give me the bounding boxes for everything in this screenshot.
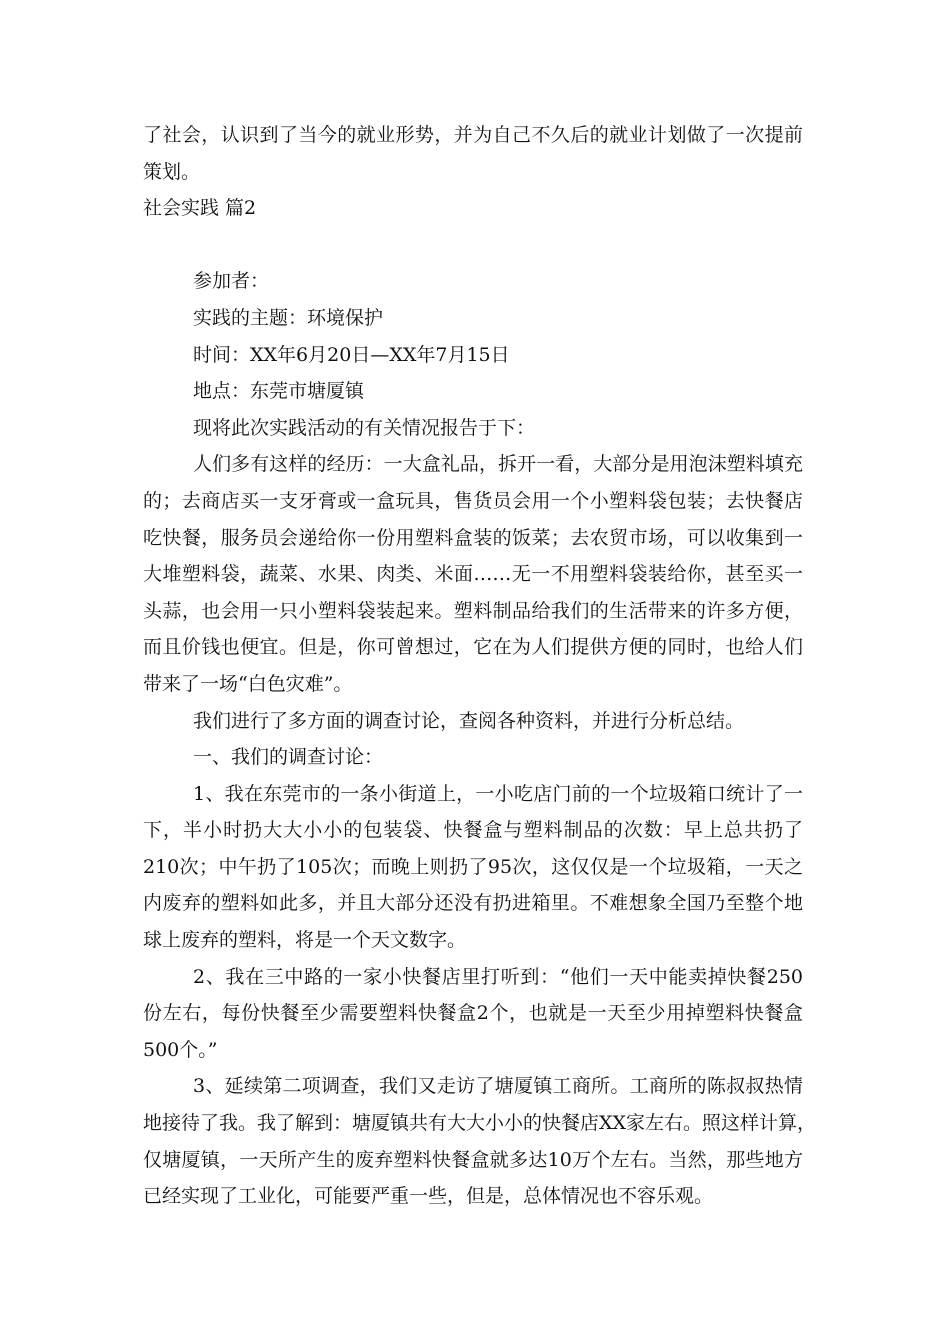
paragraph-line: 带来了一场“白色灾难”。 (143, 672, 353, 695)
time-line: 时间：XX年6月20日—XX年7月15日 (193, 343, 510, 366)
paragraph-line: 吃快餐，服务员会递给你一份用塑料盒装的饭菜；去农贸市场，可以收集到一 (143, 526, 803, 549)
paragraph-line: 地接待了我。我了解到：塘厦镇共有大大小小的快餐店XX家左右。照这样计算， (143, 1112, 817, 1135)
theme-line: 实践的主题：环境保护 (193, 306, 384, 329)
paragraph-line: 已经实现了工业化，可能要严重一些，但是，总体情况也不容乐观。 (143, 1185, 714, 1208)
intro-line: 策划。 (143, 160, 201, 183)
participants-line: 参加者： (193, 270, 270, 293)
intro-line: 了社会，认识到了当今的就业形势，并为自己不久后的就业计划做了一次提前 (143, 124, 803, 146)
document-body (143, 117, 817, 1215)
subheading: 一、我们的调查讨论： (193, 746, 384, 769)
paragraph-line: 500个。” (143, 1038, 218, 1061)
section-title: 社会实践 篇2 (143, 197, 257, 220)
paragraph-line: 2、我在三中路的一家小快餐店里打听到：“他们一天中能卖掉快餐250 (193, 965, 803, 988)
paragraph-line: 的；去商店买一支牙膏或一盒玩具，售货员会用一个小塑料袋包装；去快餐店 (143, 489, 803, 512)
paragraph-line: 210次；中午扔了105次；而晚上则扔了95次，这仅仅是一个垃圾箱，一天之 (143, 855, 803, 878)
place-line: 地点：东莞市塘厦镇 (193, 380, 365, 403)
paragraph-line: 内废弃的塑料如此多，并且大部分还没有扔进箱里。不难想象全国乃至整个地 (143, 892, 803, 915)
paragraph-line: 仅塘厦镇，一天所产生的废弃塑料快餐盒就多达10万个左右。当然，那些地方 (143, 1148, 803, 1171)
paragraph-line: 3、延续第二项调查，我们又走访了塘厦镇工商所。工商所的陈叔叔热情 (193, 1075, 803, 1098)
paragraph-line: 而且价钱也便宜。但是，你可曾想过，它在为人们提供方便的同时，也给人们 (143, 636, 803, 659)
paragraph-line: 份左右，每份快餐至少需要塑料快餐盒2个，也就是一天至少用掉塑料快餐盒 (143, 1002, 803, 1025)
paragraph-line: 球上废弃的塑料，将是一个天文数字。 (143, 929, 467, 952)
paragraph-line: 1、我在东莞市的一条小街道上，一小吃店门前的一个垃圾箱口统计了一 (193, 782, 803, 805)
paragraph-line: 下，半小时扔大大小小的包装袋、快餐盒与塑料制品的次数：早上总共扔了 (143, 819, 803, 842)
report-intro-line: 现将此次实践活动的有关情况报告于下： (193, 416, 536, 439)
paragraph-line: 人们多有这样的经历：一大盒礼品，拆开一看，大部分是用泡沫塑料填充 (193, 453, 803, 476)
paragraph-line: 头蒜，也会用一只小塑料袋装起来。塑料制品给我们的生活带来的许多方便， (143, 599, 803, 622)
paragraph-line: 我们进行了多方面的调查讨论，查阅各种资料，并进行分析总结。 (193, 709, 745, 732)
blank-line (143, 227, 803, 264)
paragraph-line: 大堆塑料袋，蔬菜、水果、肉类、米面……无一不用塑料袋装给你，甚至买一 (143, 563, 803, 586)
